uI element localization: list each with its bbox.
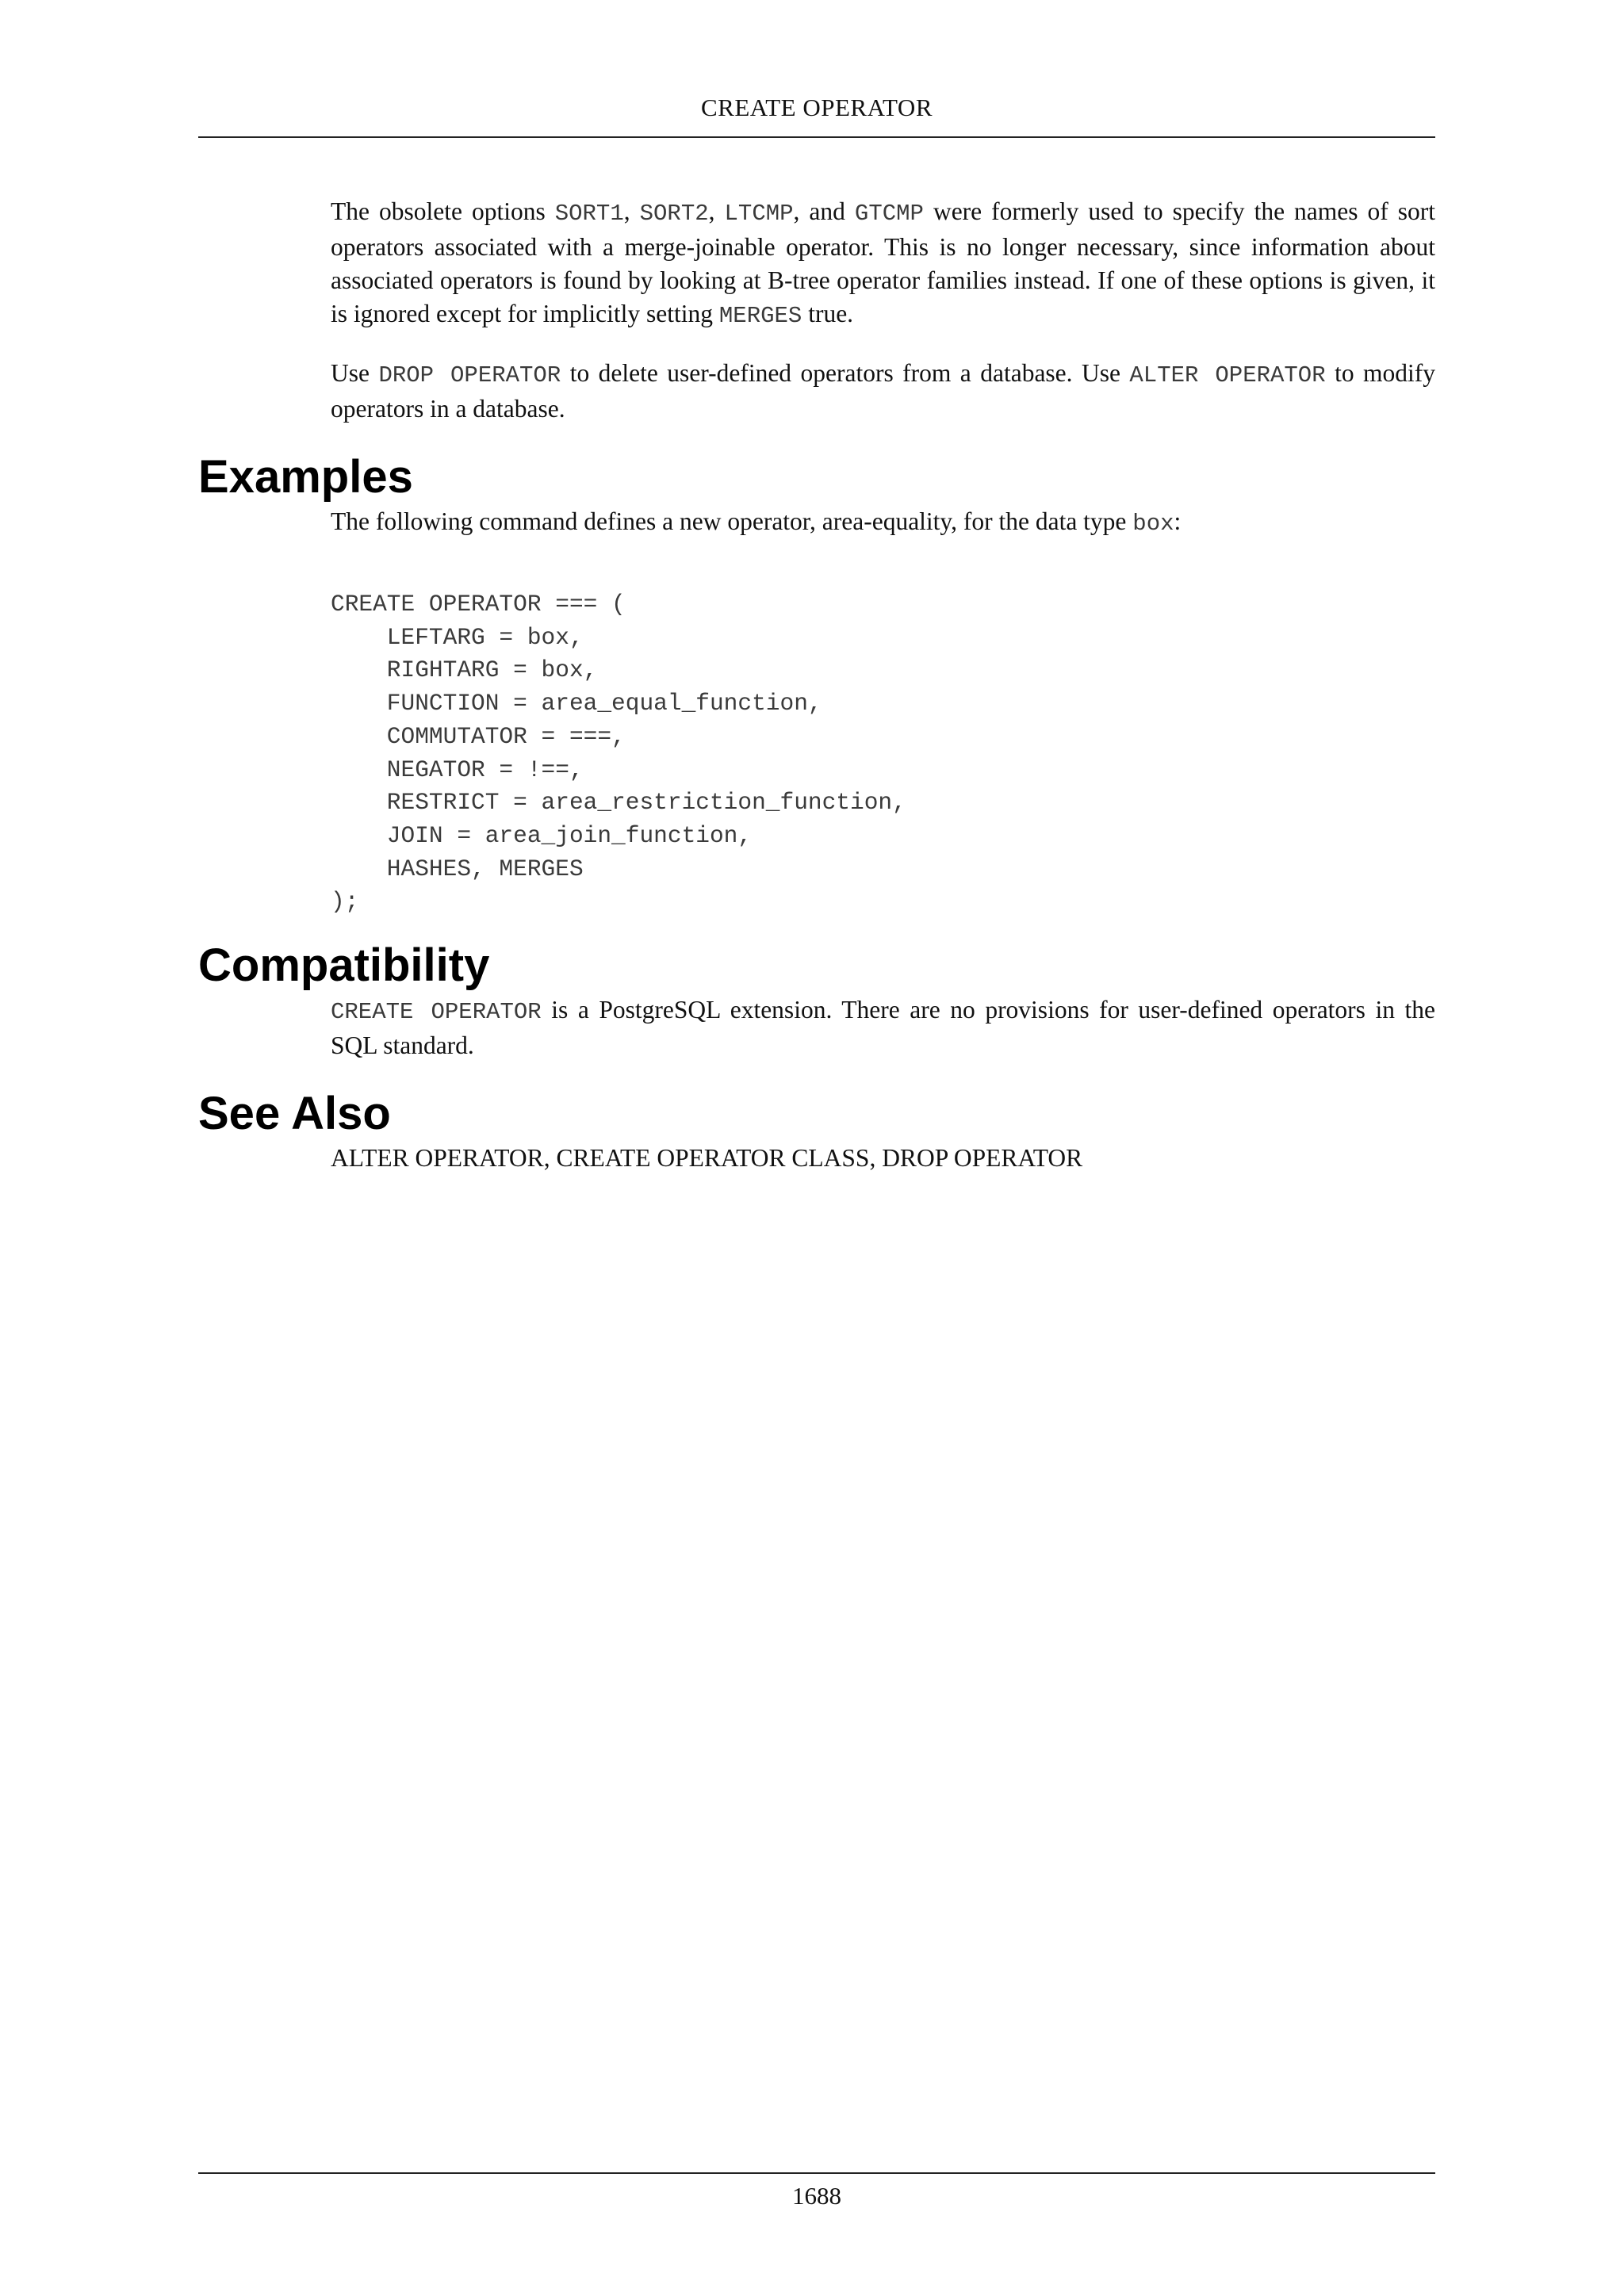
code-ltcmp: LTCMP bbox=[724, 201, 794, 227]
text-run: Use bbox=[331, 359, 379, 387]
footer-rule bbox=[198, 2172, 1435, 2174]
text-run: The obsolete options bbox=[331, 197, 555, 225]
obsolete-options-paragraph bbox=[331, 195, 1435, 333]
link-alter-operator[interactable]: ALTER OPERATOR bbox=[331, 1144, 544, 1173]
compatibility-paragraph bbox=[331, 993, 1435, 1062]
code-merges: MERGES bbox=[718, 303, 802, 329]
code-line: ); bbox=[331, 888, 359, 916]
code-sort2: SORT2 bbox=[639, 201, 709, 227]
text-run: , and bbox=[793, 197, 855, 225]
link-create-operator-class[interactable]: CREATE OPERATOR CLASS bbox=[556, 1144, 870, 1173]
code-create-operator: CREATE OPERATOR bbox=[331, 999, 542, 1026]
code-line: CREATE OPERATOR === ( bbox=[331, 591, 626, 618]
header-rule bbox=[198, 136, 1435, 138]
compatibility-heading: Compatibility bbox=[198, 939, 490, 992]
code-line: COMMUTATOR = ===, bbox=[331, 722, 626, 750]
code-sort1: SORT1 bbox=[554, 201, 624, 227]
page-content bbox=[198, 195, 1435, 1175]
examples-lead-paragraph bbox=[331, 505, 1435, 541]
code-line: JOIN = area_join_function, bbox=[331, 821, 753, 849]
text-run: were formerly used to specify the names of sort operators associated with a merge-joinable operator. This is no longer necessary, since information about associated operators is found by looking at B-tree operator families instead. If one of these options is given, it is ignored except for implicitly setting bbox=[331, 197, 1436, 327]
text-run: The following command defines a new operator, area-equality, for the data type bbox=[331, 507, 1133, 535]
text-run: true. bbox=[802, 300, 854, 327]
running-header: CREATE OPERATOR bbox=[701, 94, 933, 121]
link-drop-operator[interactable]: DROP OPERATOR bbox=[882, 1144, 1083, 1173]
code-line: FUNCTION = area_equal_function, bbox=[331, 690, 822, 718]
code-drop-operator: DROP OPERATOR bbox=[378, 362, 561, 388]
text-run: to modify operators in a database. bbox=[331, 359, 1435, 423]
text-run: : bbox=[1174, 507, 1182, 535]
code-box: box bbox=[1132, 511, 1174, 537]
code-line: RIGHTARG = box, bbox=[331, 656, 598, 684]
see-also-heading: See Also bbox=[198, 1088, 391, 1140]
examples-section bbox=[198, 450, 1435, 919]
compatibility-section bbox=[198, 938, 1435, 1062]
link-separator: , bbox=[543, 1144, 557, 1173]
text-run: , bbox=[708, 197, 725, 225]
text-run: to delete user-defined operators from a database. Use bbox=[561, 359, 1130, 387]
code-line: HASHES, MERGES bbox=[331, 855, 584, 882]
page-number: 1688 bbox=[792, 2182, 841, 2210]
see-also-section bbox=[198, 1086, 1435, 1175]
examples-heading: Examples bbox=[198, 451, 413, 503]
code-gtcmp: GTCMP bbox=[854, 201, 924, 227]
see-also-links bbox=[331, 1142, 1435, 1175]
code-line: LEFTARG = box, bbox=[331, 623, 584, 651]
code-line: RESTRICT = area_restriction_function, bbox=[331, 789, 906, 817]
code-alter-operator: ALTER OPERATOR bbox=[1129, 362, 1326, 388]
text-run: is a PostgreSQL extension. There are no provisions for user-defined operators in the SQL standard. bbox=[331, 996, 1435, 1060]
text-run: , bbox=[623, 197, 640, 225]
link-separator: , bbox=[869, 1144, 883, 1173]
code-line: NEGATOR = !==, bbox=[331, 756, 584, 783]
drop-alter-paragraph bbox=[331, 357, 1435, 426]
example-code-block bbox=[331, 588, 1435, 919]
